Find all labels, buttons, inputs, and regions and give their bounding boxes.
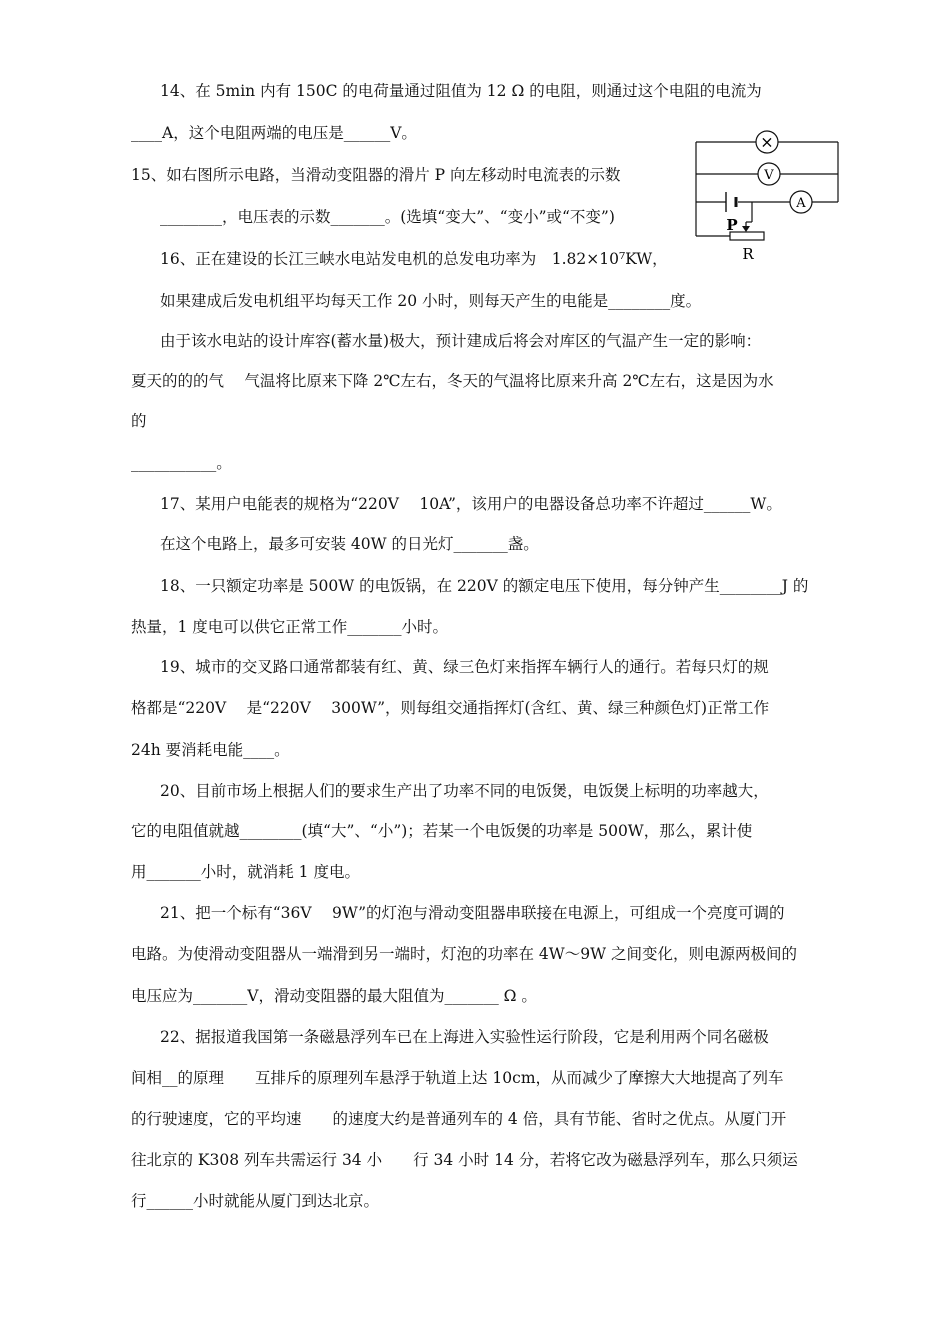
q17-line-1: 17、某用户电能表的规格为“220V 10A”，该用户的电器设备总功率不许超过______W。 [160,495,782,513]
q19-line-3: 24h 要消耗电能____。 [131,741,290,759]
resistor-r-label: R [742,245,754,263]
q22-line-3: 的行驶速度，它的平均速 的速度大约是普通列车的 4 倍，具有节能、省时之优点。从厦门开 [131,1110,787,1128]
q16-line-6: ___________。 [131,454,232,472]
q15-line-1: 15、如右图所示电路，当滑动变阻器的滑片 P 向左移动时电流表的示数 [131,166,621,184]
slider-arrow-head [742,226,750,232]
voltmeter-label: V [764,168,774,183]
q14-line-1: 14、在 5min 内有 150C 的电荷量通过阻值为 12 Ω 的电阻，则通过这个电阻的电流为 [160,82,762,100]
q16-line-3: 由于该水电站的设计库容(蓄水量)极大，预计建成后将会对库区的气温产生一定的影响： [160,332,762,350]
q21-line-2: 电路。为使滑动变阻器从一端滑到另一端时，灯泡的功率在 4W～9W 之间变化，则电源两极间的 [131,945,797,963]
q21-line-3: 电压应为_______V，滑动变阻器的最大阻值为_______ Ω 。 [131,987,537,1005]
q19-line-2: 格都是“220V 是“220V 300W”，则每组交通指挥灯(含红、黄、绿三种颜色灯)正常工作 [131,699,770,717]
q17-line-2: 在这个电路上，最多可安装 40W 的日光灯_______盏。 [160,535,539,553]
q22-line-2: 间相__的原理 互排斥的原理列车悬浮于轨道上达 10cm，从而减少了摩擦大大地提高了列车 [131,1069,784,1087]
q22-line-5: 行______小时就能从厦门到达北京。 [131,1192,380,1210]
q16-line-2: 如果建成后发电机组平均每天工作 20 小时，则每天产生的电能是________度。 [160,292,702,310]
lamp-cross-label: × [760,132,774,152]
q20-line-1: 20、目前市场上根据人们的要求生产出了功率不同的电饭煲，电饭煲上标明的功率越大， [160,782,769,800]
q21-line-1: 21、把一个标有“36V 9W”的灯泡与滑动变阻器串联接在电源上，可组成一个亮度可调的 [160,904,785,922]
q18-line-1: 18、一只额定功率是 500W 的电饭锅，在 220V 的额定电压下使用，每分钟产生________J 的 [160,577,809,595]
q19-line-1: 19、城市的交叉路口通常都装有红、黄、绿三色灯来指挥车辆行人的通行。若每只灯的规 [160,658,769,676]
q16-line-4: 夏天的的的气 气温将比原来下降 2℃左右，冬天的气温将比原来升高 2℃左右，这是因为水 [131,372,774,390]
q16-line-1: 16、正在建设的长江三峡水电站发电机的总发电功率为 1.82×10⁷KW， [160,250,668,268]
slider-p-label: P [726,216,738,234]
q22-line-4: 往北京的 K308 列车共需运行 34 小 行 34 小时 14 分，若将它改为磁悬浮列车，那么只须运 [131,1151,798,1169]
q20-line-2: 它的电阻值就越________(填“大”、“小”)；若某一个电饭煲的功率是 500W，那么，累计使 [131,822,753,840]
q16-line-5: 的 [131,412,147,430]
q15-line-2: ________，电压表的示数_______。(选填“变大”、“变小”或“不变”) [160,208,615,226]
q22-line-1: 22、据报道我国第一条磁悬浮列车已在上海进入实验性运行阶段，它是利用两个同名磁极 [160,1028,769,1046]
ammeter-label: A [796,196,806,211]
q14-line-2: ____A，这个电阻两端的电压是______V。 [131,124,417,142]
q20-line-3: 用_______小时，就消耗 1 度电。 [131,863,360,881]
circuit-diagram [690,126,850,266]
q18-line-2: 热量，1 度电可以供它正常工作_______小时。 [131,618,449,636]
